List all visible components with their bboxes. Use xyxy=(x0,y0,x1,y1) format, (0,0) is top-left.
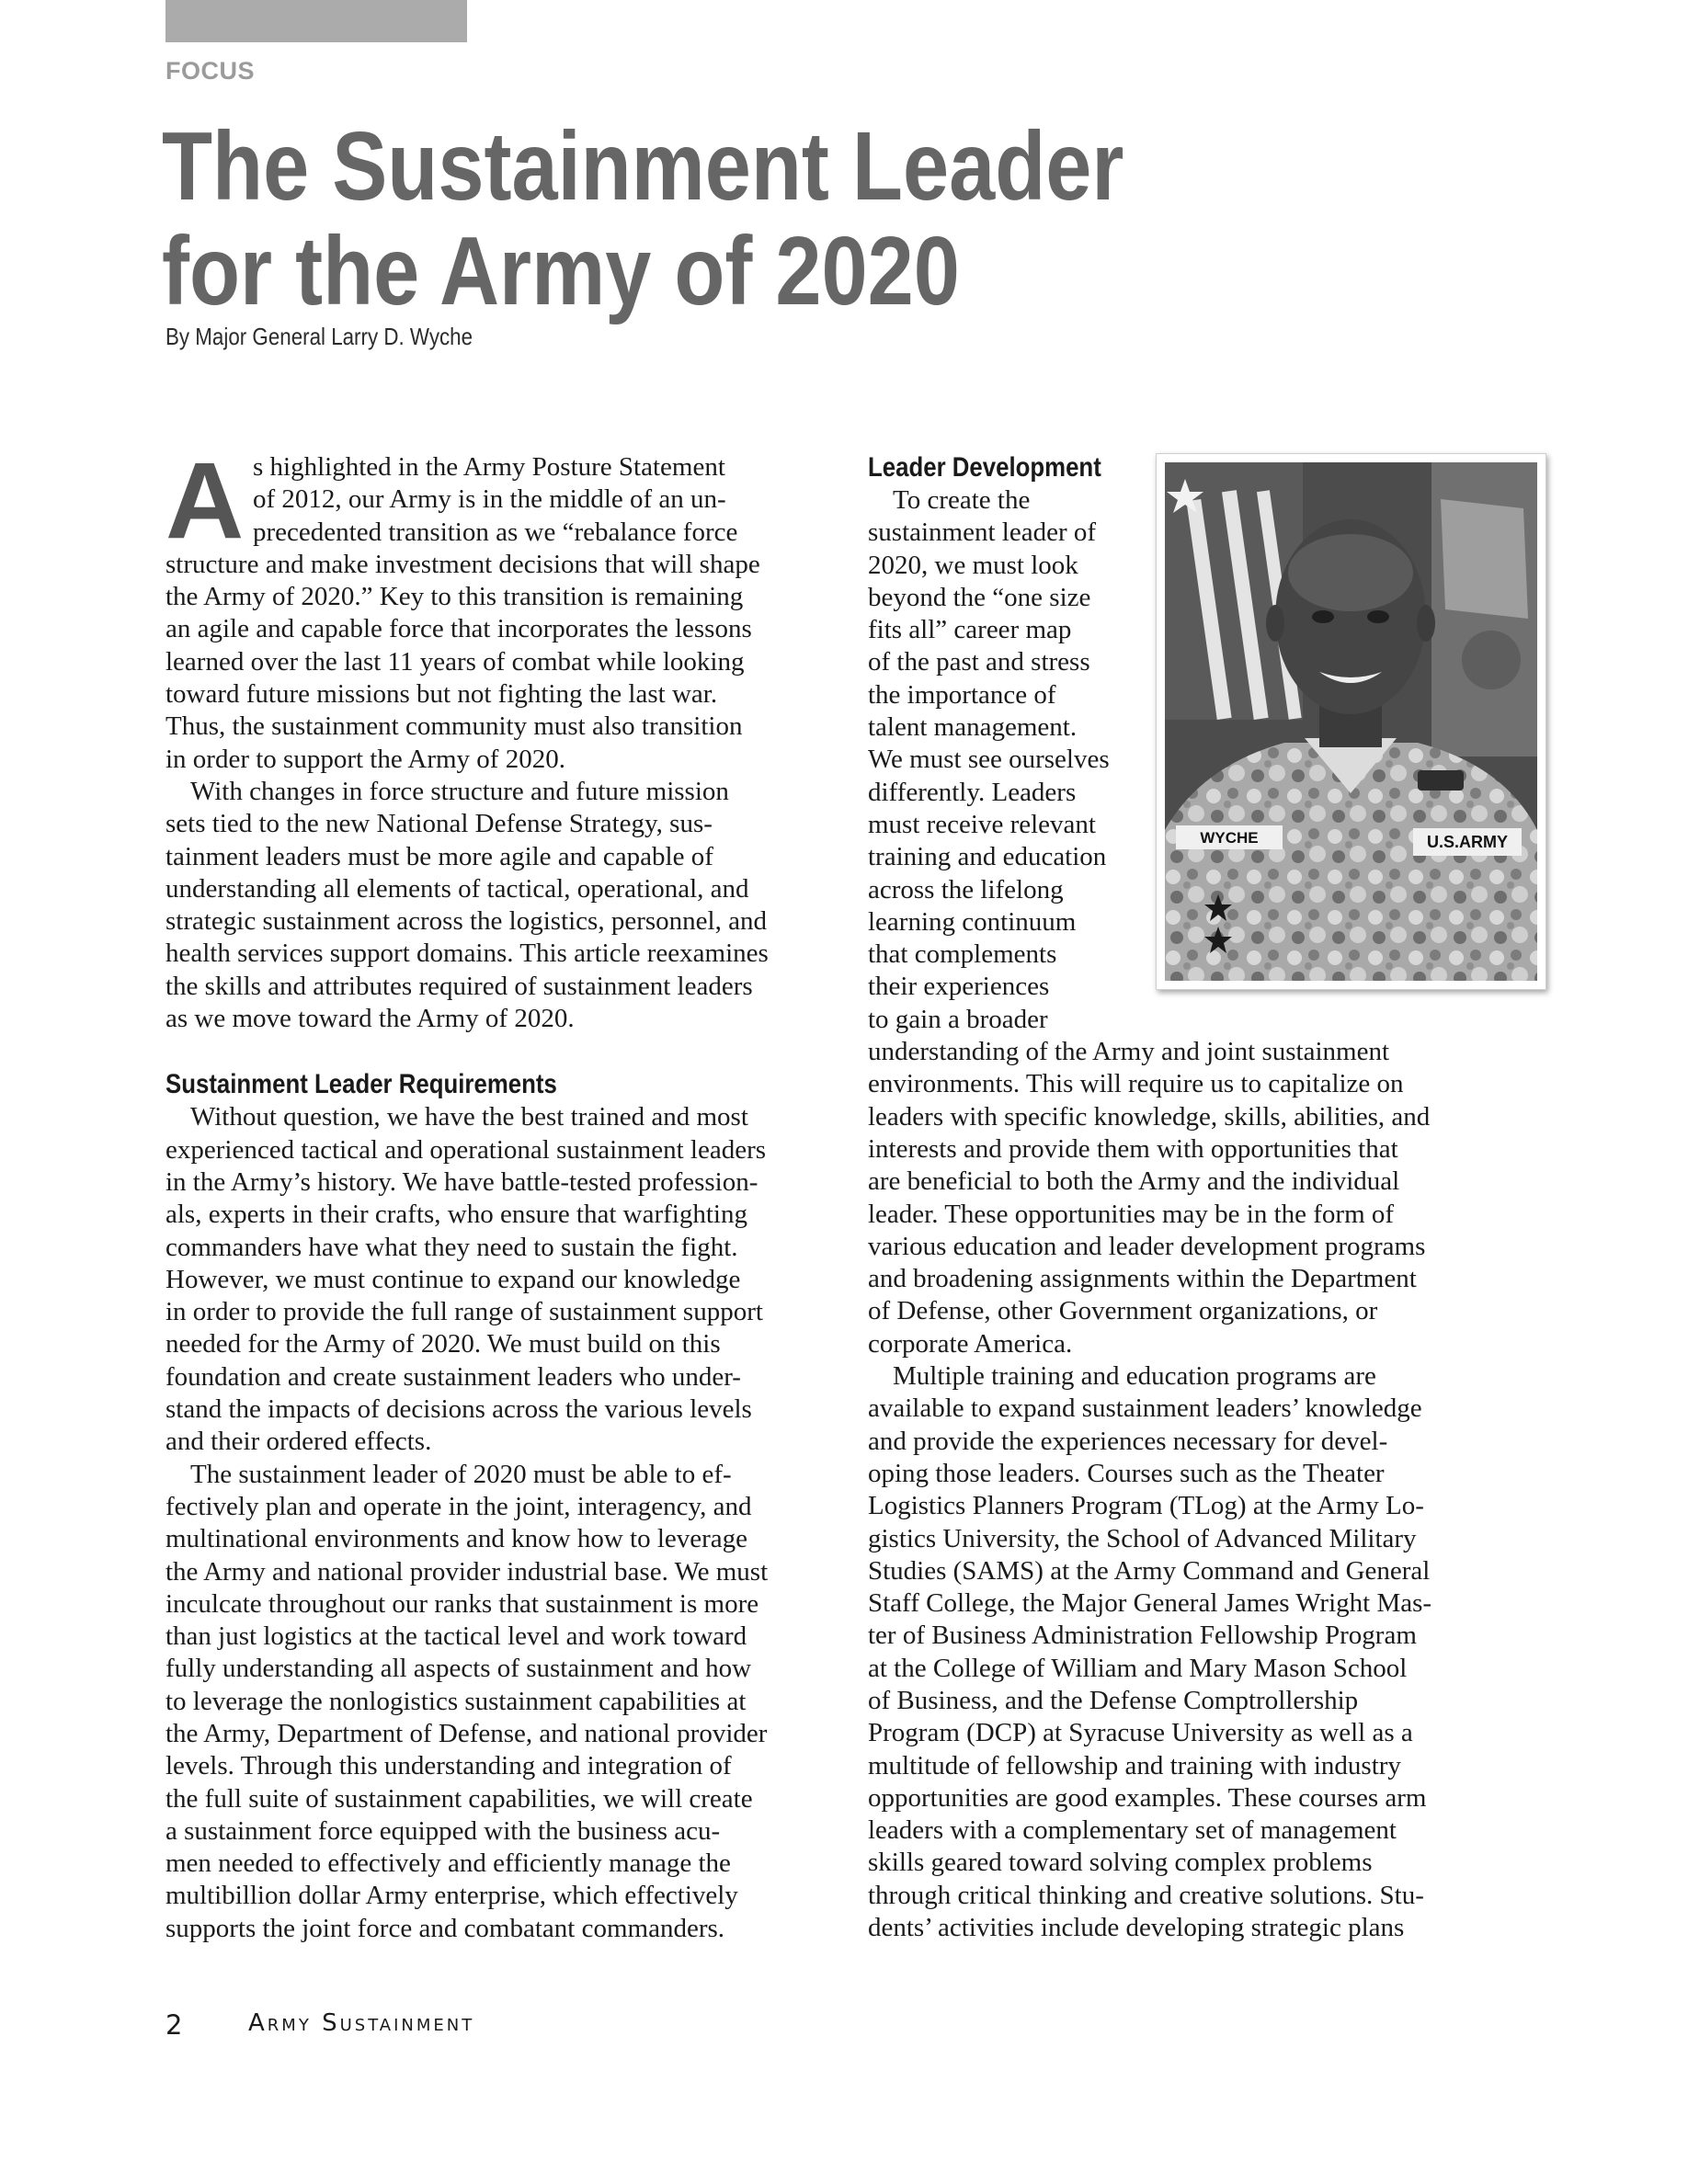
flag-emblem xyxy=(1441,499,1528,619)
paragraph xyxy=(165,1459,827,1945)
paragraph xyxy=(165,1101,827,1458)
text-line: inculcate throughout our ranks that sustainment is more xyxy=(165,1588,759,1619)
text-line: fits all” career map xyxy=(868,615,1072,645)
text-line: sustainment leader of xyxy=(868,518,1097,548)
text-line: structure and make investment decisions that will shape xyxy=(165,549,760,579)
text-line: of 2012, our Army is in the middle of an un- xyxy=(253,484,726,515)
portrait-photo xyxy=(1156,453,1546,990)
text-line: than just logistics at the tactical level and work toward xyxy=(165,1621,747,1652)
text-line: the Army and national provider industrial base. We must xyxy=(165,1556,769,1587)
text-line: environments. This will require us to capitalize on xyxy=(868,1069,1404,1099)
text-line: fectively plan and operate in the joint, interagency, and xyxy=(165,1491,752,1521)
text-line: Without question, we have the best trained and most xyxy=(190,1102,748,1132)
text-line: and broadening assignments within the Department xyxy=(868,1264,1417,1294)
text-line: strategic sustainment across the logistics, personnel, and xyxy=(165,906,767,937)
text-line: multinational environments and know how to leverage xyxy=(165,1524,748,1554)
text-line: understanding of the Army and joint sustainment xyxy=(868,1037,1390,1067)
text-line: health services support domains. This article reexamines xyxy=(165,938,769,969)
text-line: in order to provide the full range of sustainment support xyxy=(165,1297,763,1327)
text-line: To create the xyxy=(893,485,1031,515)
text-line: dents’ activities include developing strategic plans xyxy=(868,1913,1405,1943)
text-line: stand the impacts of decisions across the various levels xyxy=(165,1394,752,1425)
text-line: and provide the experiences necessary for devel- xyxy=(868,1426,1388,1456)
text-line: and their ordered effects. xyxy=(165,1427,432,1457)
text-line: precedented transition as we “rebalance force xyxy=(253,517,738,547)
article-title xyxy=(162,112,1124,327)
text-line: gistics University, the School of Advanced Military xyxy=(868,1523,1417,1553)
text-line: Staff College, the Major General James Wright Mas- xyxy=(868,1588,1432,1619)
text-line: multibillion dollar Army enterprise, which effectively xyxy=(165,1881,738,1911)
ear xyxy=(1417,605,1435,642)
text-line: We must see ourselves xyxy=(868,745,1110,775)
text-line: beyond the “one size xyxy=(868,582,1091,612)
combat-badge xyxy=(1418,770,1464,791)
text-line: to gain a broader xyxy=(868,1004,1048,1034)
text-line: various education and leader development programs xyxy=(868,1231,1426,1261)
text-line: needed for the Army of 2020. We must build on this xyxy=(165,1329,721,1359)
text-line: levels. Through this understanding and integration of xyxy=(165,1751,732,1781)
text-line: learned over the last 11 years of combat while looking xyxy=(165,646,745,677)
text-line: across the lifelong xyxy=(868,874,1064,904)
text-line: opportunities are good examples. These courses arm xyxy=(868,1782,1427,1813)
text-line: Logistics Planners Program (TLog) at the Army Lo- xyxy=(868,1491,1424,1521)
text-line: of Business, and the Defense Comptrollership xyxy=(868,1685,1359,1715)
text-line: the full suite of sustainment capabilities, we will create xyxy=(165,1783,753,1814)
branch-tape-label: U.S.ARMY xyxy=(1426,833,1509,851)
paragraph-gap xyxy=(165,1035,827,1068)
text-line: Program (DCP) at Syracuse University as well as a xyxy=(868,1718,1413,1748)
intro-paragraph xyxy=(165,440,827,776)
text-line: toward future missions but not fighting the last war. xyxy=(165,679,718,710)
text-line: leader. These opportunities may be in the form of xyxy=(868,1199,1395,1229)
title-line-2: for the Army of 2020 xyxy=(162,217,960,325)
page-number: 2 xyxy=(165,2009,183,2041)
text-line: 2020, we must look xyxy=(868,550,1078,580)
section-heading: Sustainment Leader Requirements xyxy=(165,1069,557,1100)
text-line: available to expand sustainment leaders’ knowledge xyxy=(868,1393,1422,1424)
text-line: in order to support the Army of 2020. xyxy=(165,744,565,774)
text-line: commanders have what they need to sustain the fight. xyxy=(165,1232,738,1262)
left-column xyxy=(165,440,827,1945)
text-line: leaders with a complementary set of management xyxy=(868,1815,1397,1846)
paragraph xyxy=(165,776,827,1035)
text-line: that complements xyxy=(868,939,1057,970)
text-line: the Army, Department of Defense, and national provider xyxy=(165,1718,768,1748)
text-line: training and education xyxy=(868,842,1107,872)
text-line: tainment leaders must be more agile and capable of xyxy=(165,841,713,871)
text-line: differently. Leaders xyxy=(868,777,1077,807)
section-label: FOCUS xyxy=(165,57,255,85)
text-line: through critical thinking and creative solutions. Stu- xyxy=(868,1880,1424,1910)
text-line: the importance of xyxy=(868,679,1056,710)
text-line: leaders with specific knowledge, skills, abilities, and xyxy=(868,1101,1431,1132)
text-line: talent management. xyxy=(868,712,1078,743)
text-line: must receive relevant xyxy=(868,809,1096,839)
text-line: the skills and attributes required of sustainment leaders xyxy=(165,971,753,1001)
text-line: corporate America. xyxy=(868,1328,1073,1359)
text-line: a sustainment force equipped with the business acu- xyxy=(165,1815,721,1846)
text-line: to leverage the nonlogistics sustainment capabilities at xyxy=(165,1686,747,1716)
text-line: of the past and stress xyxy=(868,647,1090,677)
text-line: in the Army’s history. We have battle-tested profession- xyxy=(165,1166,758,1197)
text-line: However, we must continue to expand our knowledge xyxy=(165,1264,741,1294)
text-line: Studies (SAMS) at the Army Command and General xyxy=(868,1555,1431,1586)
text-line: at the College of William and Mary Mason School xyxy=(868,1653,1408,1683)
publication-name: Army Sustainment xyxy=(248,2009,475,2037)
section-tab-bar xyxy=(165,0,467,42)
text-line: oping those leaders. Courses such as the Theater xyxy=(868,1458,1385,1488)
eye xyxy=(1367,610,1389,623)
text-line: fully understanding all aspects of sustainment and how xyxy=(165,1654,752,1684)
flag-emblem xyxy=(1462,631,1521,689)
byline: By Major General Larry D. Wyche xyxy=(165,323,473,350)
text-line: their experiences xyxy=(868,972,1050,1002)
text-line: understanding all elements of tactical, operational, and xyxy=(165,873,749,904)
text-line: of Defense, other Government organizations, or xyxy=(868,1296,1378,1326)
section-heading: Leader Development xyxy=(868,452,1101,483)
text-line: Multiple training and education programs are xyxy=(893,1361,1376,1392)
portrait-image xyxy=(1165,462,1537,981)
text-line: ter of Business Administration Fellowship Program xyxy=(868,1621,1417,1651)
text-line: an agile and capable force that incorporates the lessons xyxy=(165,614,752,644)
text-line: s highlighted in the Army Posture Statement xyxy=(253,452,725,482)
text-line: men needed to effectively and efficiently manage the xyxy=(165,1848,731,1879)
title-line-1: The Sustainment Leader xyxy=(162,112,1124,221)
ear xyxy=(1266,605,1284,642)
text-line: interests and provide them with opportunities that xyxy=(868,1133,1398,1164)
text-line: The sustainment leader of 2020 must be able to ef- xyxy=(190,1459,732,1489)
text-line: as we move toward the Army of 2020. xyxy=(165,1004,575,1034)
text-line: sets tied to the new National Defense Strategy, sus- xyxy=(165,809,713,839)
text-line: foundation and create sustainment leaders who under- xyxy=(165,1361,741,1392)
paragraph xyxy=(868,1360,1530,1944)
text-line: skills geared toward solving complex problems xyxy=(868,1848,1373,1878)
eye xyxy=(1312,610,1334,623)
text-line: Thus, the sustainment community must also transition xyxy=(165,711,743,742)
forehead xyxy=(1288,534,1413,611)
text-line: supports the joint force and combatant commanders. xyxy=(165,1913,725,1943)
drop-cap: A xyxy=(165,440,245,562)
text-line: als, experts in their crafts, who ensure that warfighting xyxy=(165,1200,747,1230)
text-line: are beneficial to both the Army and the individual xyxy=(868,1166,1400,1197)
text-line: learning continuum xyxy=(868,906,1077,937)
text-line: multitude of fellowship and training with industry xyxy=(868,1750,1401,1780)
text-line: With changes in force structure and future mission xyxy=(190,776,729,806)
name-tape-label: WYCHE xyxy=(1200,829,1259,847)
text-line: the Army of 2020.” Key to this transition is remaining xyxy=(165,582,744,612)
text-line: experienced tactical and operational sustainment leaders xyxy=(165,1134,767,1165)
